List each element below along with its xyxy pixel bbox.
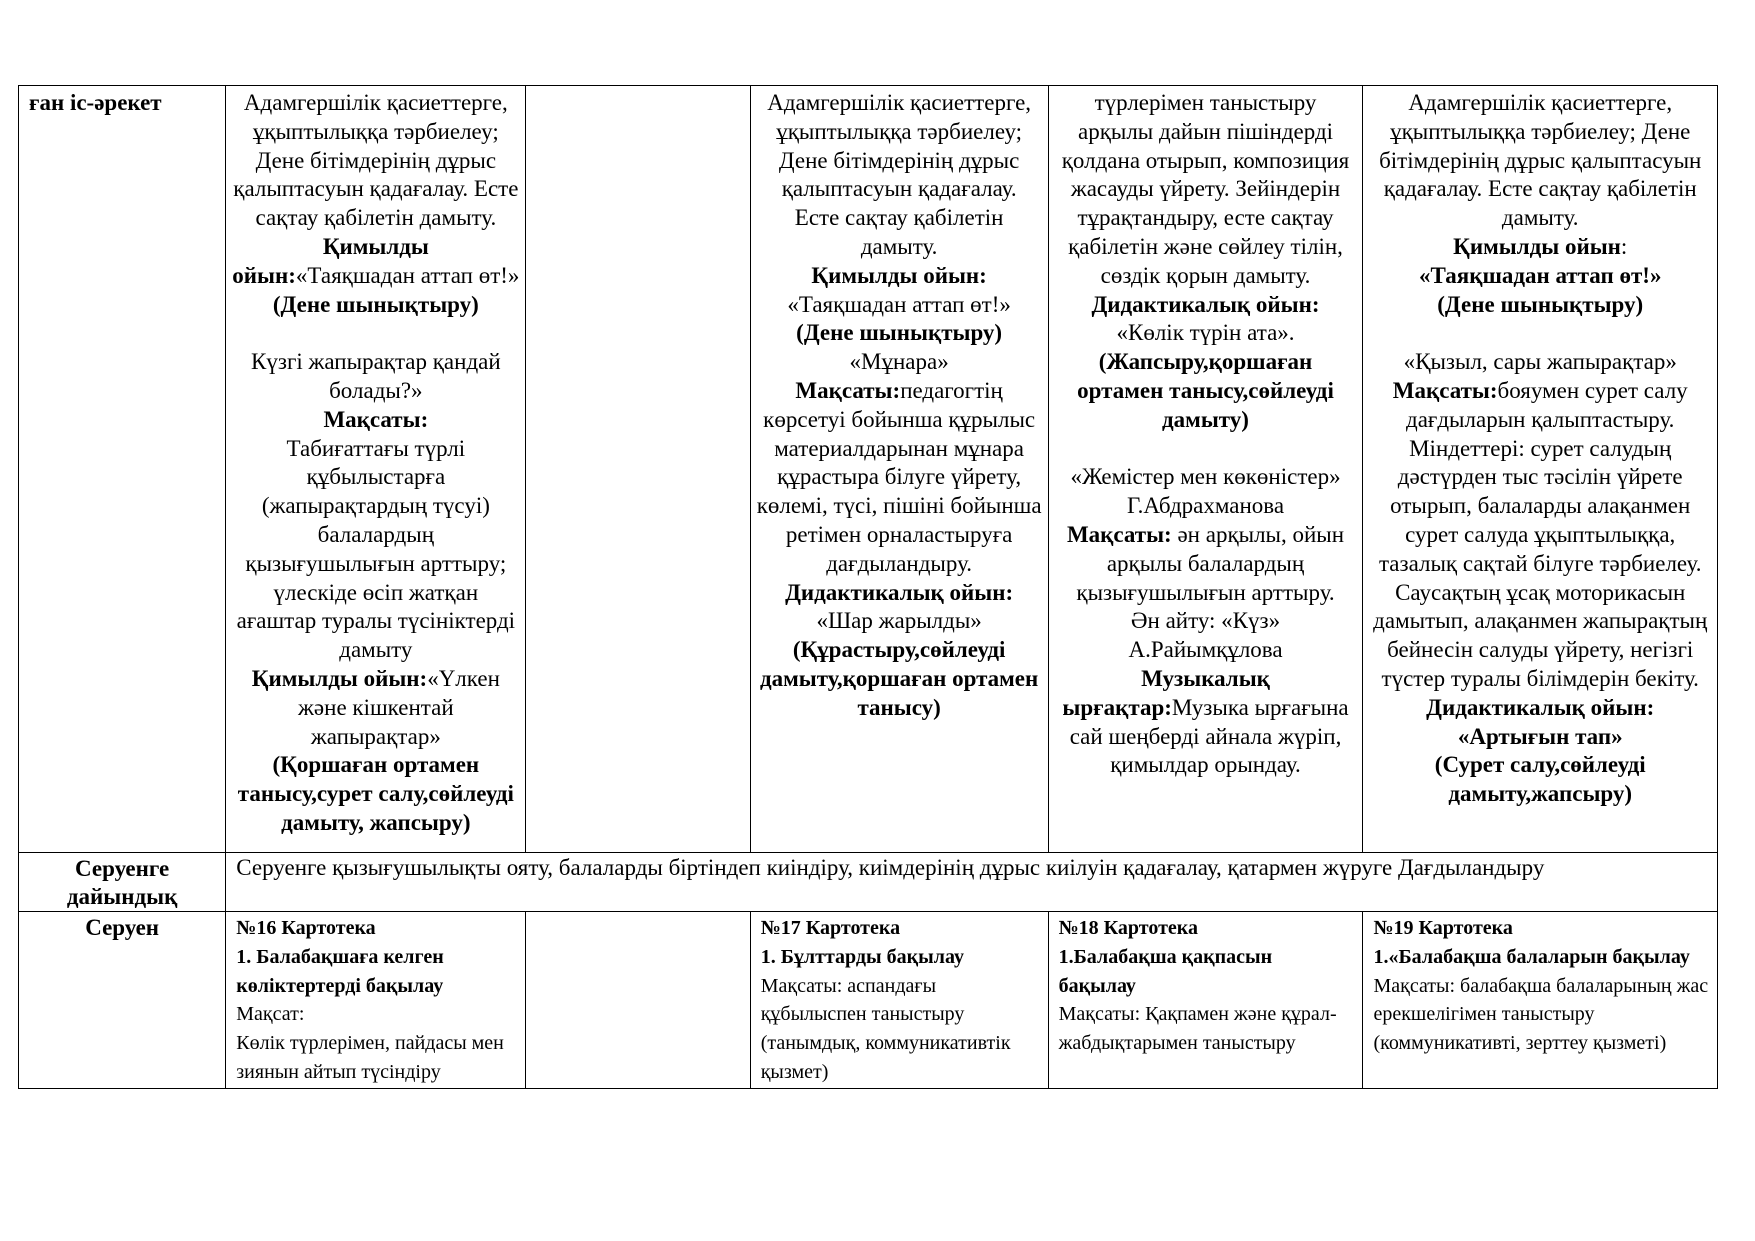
col1-topic: Күзгі жапырақтар қандай болады?» — [251, 349, 501, 403]
col5-goal-text: бояумен сурет салу дағдыларын қалыптастыру. — [1406, 377, 1688, 432]
col4-music-text: Музыка ырғағына сай шеңберді айнала жүріп, қимылдар орындау. — [1069, 694, 1349, 778]
col5-game2-area: (Сурет салу,сөйлеуді дамыту,жапсыру) — [1434, 752, 1646, 807]
prep-label: Серуенге дайындық — [66, 856, 178, 909]
activity-row — [19, 86, 1718, 853]
col1-goal-label: Мақсаты: — [323, 406, 429, 432]
col5-game1-label: Қимылды ойын — [1453, 233, 1621, 259]
walk-col5-card: №19 Картотека — [1373, 917, 1513, 939]
walk-col5-text: Мақсаты: балабақша балаларының жас ерекшелігімен таныстыру (коммуникативті, зерттеу қызметі) — [1373, 974, 1709, 1055]
col4-song-author: Г.Абдрахманова — [1126, 493, 1285, 519]
col3-goal-text: педагогтің көрсетуі бойынша құрылыс материалдарынан мұнара құрастыра білуге үйрету, көлемі, түсі, пішіні бойынша ретімен орналастыруға дағдыландыру. — [756, 377, 1042, 576]
col4-goal-text: ән арқылы, ойын арқылы балалардың қызығушылығын арттыру. — [1076, 521, 1345, 605]
col5-motor: Саусақтың ұсақ моторикасын дамытып, алақанмен жапырақтың бейнесін салуды үйрету, негізгі түстер туралы білімдерін бекіту. — [1373, 579, 1708, 691]
col1-game1-name: «Таяқшадан аттап өт!» — [295, 262, 520, 288]
col5-game1-name: «Таяқшадан аттап өт!» — [1418, 262, 1662, 288]
col5-topic: «Қызыл, сары жапырақтар» — [1403, 349, 1677, 375]
prep-label-cell — [19, 853, 226, 912]
activity-label-cell — [19, 86, 226, 853]
walk-col5-title: 1.«Балабақша балаларын бақылау — [1373, 945, 1690, 968]
col4-game1-area: (Жапсыру,қоршаған ортамен танысу,сөйлеуді дамыту) — [1077, 349, 1334, 432]
col1-goal-text: Табиғаттағы түрлі құбылыстарға (жапырақтардың түсуі) балалардың қызығушылығын арттыру; үлескіде өсіп жатқан ағаштар туралы түсініктерді дамыту — [236, 435, 516, 663]
col5-game1-colon: : — [1620, 233, 1628, 259]
walk-col3 — [750, 912, 1048, 1089]
walk-label-cell — [19, 912, 226, 1089]
activity-col2-empty — [526, 86, 750, 853]
col5-game2-label: Дидактикалық ойын: — [1426, 694, 1655, 720]
col1-game1-label: Қимылды ойын: — [232, 233, 429, 288]
walk-row — [19, 912, 1718, 1089]
walk-col1-text: Көлік түрлерімен, пайдасы мен зиянын айтып түсіндіру — [236, 1032, 504, 1083]
weekly-plan-table — [18, 85, 1718, 1089]
col4-game1-label: Дидактикалық ойын: — [1091, 291, 1320, 317]
prep-row — [19, 853, 1718, 912]
col3-game1-name: «Таяқшадан аттап өт!» — [787, 291, 1011, 317]
col3-intro: Адамгершілік қасиеттерге, ұқыптылыққа тәрбиелеу; Дене бітімдерінің дұрыс қалыптасуын қадағалау. Есте сақтау қабілетін дамыту. — [767, 90, 1032, 259]
col1-intro: Адамгершілік қасиеттерге, ұқыптылыққа тәрбиелеу; Дене бітімдерінің дұрыс қалыптасуын қадағалау. Есте сақтау қабілетін дамыту. — [233, 90, 519, 231]
col3-game2-name: «Шар жарылды» — [816, 608, 982, 634]
col3-goal-label: Мақсаты: — [795, 377, 901, 403]
col4-song2: Ән айту: «Күз» — [1130, 608, 1281, 634]
col4-music-label: Музыкалық ырғақтар: — [1062, 665, 1270, 720]
walk-col5 — [1363, 912, 1718, 1089]
col3-game1-area: (Дене шынықтыру) — [796, 320, 1003, 346]
walk-col1-card: №16 Картотека — [236, 917, 376, 939]
col4-song2-author: А.Райымқұлова — [1128, 637, 1283, 663]
col4-goal-label: Мақсаты: — [1066, 521, 1172, 547]
col4-song-title: «Жемістер мен көкөністер» — [1070, 464, 1341, 490]
col3-game2-area: (Құрастыру,сөйлеуді дамыту,қоршаған ортамен танысу) — [759, 637, 1039, 720]
col5-game1-area: (Дене шынықтыру) — [1437, 291, 1644, 317]
col4-game1-name: «Көлік түрін ата». — [1116, 320, 1295, 346]
col4-intro: түрлерімен таныстыру арқылы дайын пішіндерді қолдана отырып, композиция жасауды үйрету. Зейіндерін тұрақтандыру, есте сақтау қабілетін және сөйлеу тілін, сөздік қорын дамыту. — [1061, 90, 1350, 288]
walk-col1-goal: Мақсат: — [236, 1003, 305, 1026]
col5-goal-label: Мақсаты: — [1392, 377, 1498, 403]
prep-text-cell — [226, 853, 1718, 912]
col1-game1-area: (Дене шынықтыру) — [272, 291, 479, 317]
walk-col4-card: №18 Картотека — [1058, 917, 1198, 939]
prep-text: Серуенге қызығушылықты ояту, балаларды біртіндеп киіндіру, киімдерінің дұрыс киілуін қадағалау, қатармен жүруге Дағдыландыру — [236, 855, 1545, 880]
col1-game2-label: Қимылды ойын: — [251, 665, 428, 691]
col5-intro: Адамгершілік қасиеттерге, ұқыптылыққа тәрбиелеу; Дене бітімдерінің дұрыс қалыптасуын қадағалау. Есте сақтау қабілетін дамыту. — [1379, 90, 1702, 231]
walk-col3-text: Мақсаты: аспандағы құбылыспен таныстыру (танымдық, коммуникативтік қызмет) — [760, 974, 1011, 1083]
col1-game2-area: (Қоршаған ортамен танысу,сурет салу,сөйлеуді дамыту, жапсыру) — [237, 752, 514, 835]
activity-col3 — [750, 86, 1048, 853]
walk-col2-empty — [526, 912, 750, 1089]
walk-col4-title: 1.Балабақша қақпасын бақылау — [1058, 945, 1273, 997]
col3-game1-label: Қимылды ойын: — [811, 262, 987, 288]
walk-col4 — [1048, 912, 1363, 1089]
walk-col4-text: Мақсаты: Қақпамен және құрал-жабдықтарымен таныстыру — [1058, 1003, 1337, 1055]
walk-col1-title: 1. Балабақшаға келген көліктертерді бақылау — [236, 945, 444, 997]
walk-col1 — [226, 912, 526, 1089]
col3-game2-label: Дидактикалық ойын: — [785, 579, 1014, 605]
col1-game2-name: «Үлкен және кішкентай жапырақтар» — [298, 665, 500, 749]
col5-game2-name: «Артығын тап» — [1457, 723, 1623, 749]
activity-label: ған іс-әрекет — [29, 90, 162, 115]
walk-col3-title: 1. Бұлттарды бақылау — [760, 945, 964, 968]
activity-col1 — [226, 86, 526, 853]
activity-col4 — [1048, 86, 1363, 853]
walk-col3-card: №17 Картотека — [760, 917, 901, 939]
walk-label: Серуен — [85, 915, 160, 940]
col5-tasks: Міндеттері: сурет салудың дәстүрден тыс тәсілін үйрете отырып, балаларды алақанмен сурет салуда ұқыптылыққа, тазалық сақтай білуге тәрбиелеу. — [1378, 435, 1702, 576]
activity-col5 — [1363, 86, 1718, 853]
col3-topic: «Мұнара» — [849, 349, 949, 375]
